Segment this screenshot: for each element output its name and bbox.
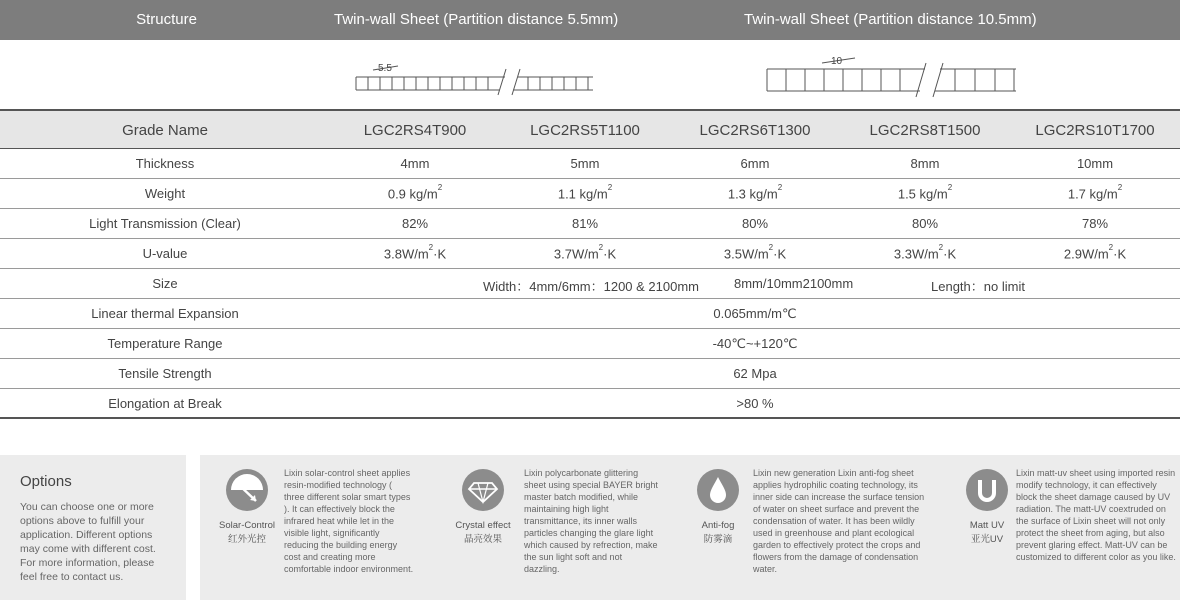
crystal-effect-icon: [462, 469, 504, 511]
cell: [670, 183, 840, 202]
solar-control-icon: [226, 469, 268, 511]
size-width-cell: Width：4mm/6mm：1200 & 2100mm: [483, 279, 700, 294]
cell: [1010, 183, 1180, 202]
cell: 0.065mm/m℃: [713, 306, 797, 321]
cell: 5mm: [570, 156, 600, 171]
table-row-light-transmission: [0, 209, 1180, 239]
table-row-temperature-range: [0, 329, 1180, 359]
feature-name-cn: 防雾滴: [703, 534, 733, 545]
cell: 80%: [911, 216, 939, 231]
cell-sup: 2: [1108, 243, 1114, 252]
table-row-thickness: [0, 149, 1180, 179]
matt-uv-icon: [966, 469, 1008, 511]
grade-value: LGC2RS4T900: [363, 122, 467, 139]
grade-value: LGC2RS8T1500: [869, 122, 981, 139]
feature-description: Lixin matt-uv sheet using imported resin modify technology, it can effectively block the sheet damage caused by UV radiation. The matt-UV coextruded on the surface of Lixin sheet will not only protect the sheet from aging, but also prevent glaring effect. Matt-UV can be customized to different color as you like.: [1016, 468, 1176, 562]
cell-text: 0.9 kg/m: [387, 186, 438, 202]
row-label: Light Transmission (Clear): [89, 216, 241, 231]
row-label: Tensile Strength: [118, 366, 212, 381]
cell-sup: 2: [607, 183, 613, 192]
table-row-tensile-strength: [0, 359, 1180, 389]
cell: 81%: [571, 216, 599, 231]
cell: 6mm: [740, 156, 770, 171]
cell: -40℃~+120℃: [712, 336, 798, 351]
cell: [330, 183, 500, 202]
cell-sup: 2: [938, 243, 944, 252]
feature-name-en: Matt UV: [969, 520, 1005, 531]
table-row-weight: [0, 179, 1180, 209]
cell-text: 1.5 kg/m: [897, 186, 948, 202]
cell: [840, 183, 1010, 202]
cell: [1010, 243, 1180, 262]
cell-unit: ·K: [1113, 246, 1127, 262]
cell: [500, 243, 670, 262]
feature-name: [685, 519, 751, 547]
table-row-linear-expansion: [0, 299, 1180, 329]
cell-text: 1.7 kg/m: [1067, 186, 1118, 202]
sheet-10-5-header: Twin-wall Sheet (Partition distance 10.5mm): [744, 11, 1037, 28]
twin-wall-diagrams: [0, 41, 1180, 109]
row-label: Thickness: [135, 156, 195, 171]
cell-text: 2.9W/m: [1063, 246, 1109, 262]
cell: [330, 243, 500, 262]
cell: 4mm: [400, 156, 430, 171]
grade-name-label: Grade Name: [122, 122, 208, 139]
structure-diagram-row: [0, 41, 1180, 109]
structure-header: Structure: [136, 11, 197, 28]
row-label: Elongation at Break: [108, 396, 222, 411]
spec-table: [0, 149, 1180, 419]
cell-text: 3.5W/m: [723, 246, 769, 262]
size-mid-cell: 8mm/10mm2100mm: [734, 276, 854, 291]
table-header: [0, 0, 1180, 40]
grade-value: LGC2RS5T1100: [530, 122, 640, 139]
feature-description: Lixin polycarbonate glittering sheet using special BAYER bright master batch modified, while maintaining high light transmittance, its inner walls particles changing the glare light which caused by refrection, make the sun light soft and not dazzling.: [524, 468, 658, 574]
cell: [500, 183, 670, 202]
row-label: Linear thermal Expansion: [91, 306, 239, 321]
table-row-size: [0, 269, 1180, 299]
feature-name-en: Anti-fog: [701, 520, 735, 531]
cell-unit: ·K: [603, 246, 617, 262]
feature-name: [450, 519, 516, 547]
feature-description: Lixin new generation Lixin anti-fog sheet applies hydrophilic coating technology, its inner side can increase the surface tension of water on sheet surface and prevent the condensation of water. It has been wildly used in greenhouse and plant ecological garden to effectively protect the crops and flowers from the damage of condensation water.: [753, 468, 925, 574]
cell-sup: 2: [428, 243, 434, 252]
cell-text: 3.3W/m: [893, 246, 939, 262]
table-row-elongation: [0, 389, 1180, 419]
row-label: Size: [152, 276, 178, 291]
feature-name-cn: 亚光UV: [970, 534, 1004, 545]
row-label: U-value: [142, 246, 188, 261]
cell-sup: 2: [768, 243, 774, 252]
cell-sup: 2: [598, 243, 604, 252]
cell-text: 3.8W/m: [383, 246, 429, 262]
cell-unit: ·K: [773, 246, 787, 262]
options-title: Options: [20, 473, 72, 490]
diagram-10-5-label: 10: [831, 56, 843, 67]
cell: [670, 243, 840, 262]
feature-description: Lixin solar-control sheet applies resin-modified technology ( three different solar smart types ). It can effectively block the infrared heat while let in the visible light, significantly reducing the building energy cost and creating more comfortable indoor environment.: [284, 468, 414, 574]
feature-name: [954, 519, 1020, 547]
row-label: Temperature Range: [107, 336, 223, 351]
cell-sup: 2: [947, 183, 953, 192]
cell-unit: ·K: [433, 246, 447, 262]
grade-value: LGC2RS6T1300: [699, 122, 811, 139]
feature-name: [214, 519, 280, 547]
cell: 80%: [741, 216, 769, 231]
cell: [840, 243, 1010, 262]
features-panel: [200, 455, 1180, 600]
grade-value: LGC2RS10T1700: [1035, 122, 1155, 139]
options-panel: [0, 455, 186, 600]
table-row-u-value: [0, 239, 1180, 269]
feature-name-en: Crystal effect: [455, 520, 511, 531]
cell: 78%: [1081, 216, 1109, 231]
cell-text: 3.7W/m: [553, 246, 599, 262]
diagram-10-5mm: [767, 58, 1016, 97]
cell: 8mm: [910, 156, 940, 171]
feature-name-en: Solar-Control: [219, 520, 275, 531]
cell-text: 1.3 kg/m: [727, 186, 778, 202]
feature-name-cn: 红外光控: [227, 534, 266, 545]
cell-sup: 2: [437, 183, 443, 192]
grade-name-row: [0, 109, 1180, 149]
cell-unit: ·K: [943, 246, 957, 262]
cell-text: 1.1 kg/m: [557, 186, 608, 202]
cell: 82%: [401, 216, 429, 231]
sheet-5-5-header: Twin-wall Sheet (Partition distance 5.5mm): [334, 11, 619, 28]
options-text: You can choose one or more options above to fulfill your application. Different options may come with different cost. For more information, please feel free to contact us.: [20, 501, 156, 583]
diagram-5-5-label: 5.5: [378, 63, 392, 74]
row-label: Weight: [144, 186, 186, 201]
cell: >80 %: [736, 396, 774, 411]
cell: 10mm: [1076, 156, 1114, 171]
size-length-cell: Length：no limit: [931, 279, 1025, 294]
cell-sup: 2: [1117, 183, 1123, 192]
feature-name-cn: 晶亮效果: [463, 534, 502, 545]
anti-fog-icon: [697, 469, 739, 511]
cell: 62 Mpa: [733, 366, 777, 381]
cell-sup: 2: [777, 183, 783, 192]
